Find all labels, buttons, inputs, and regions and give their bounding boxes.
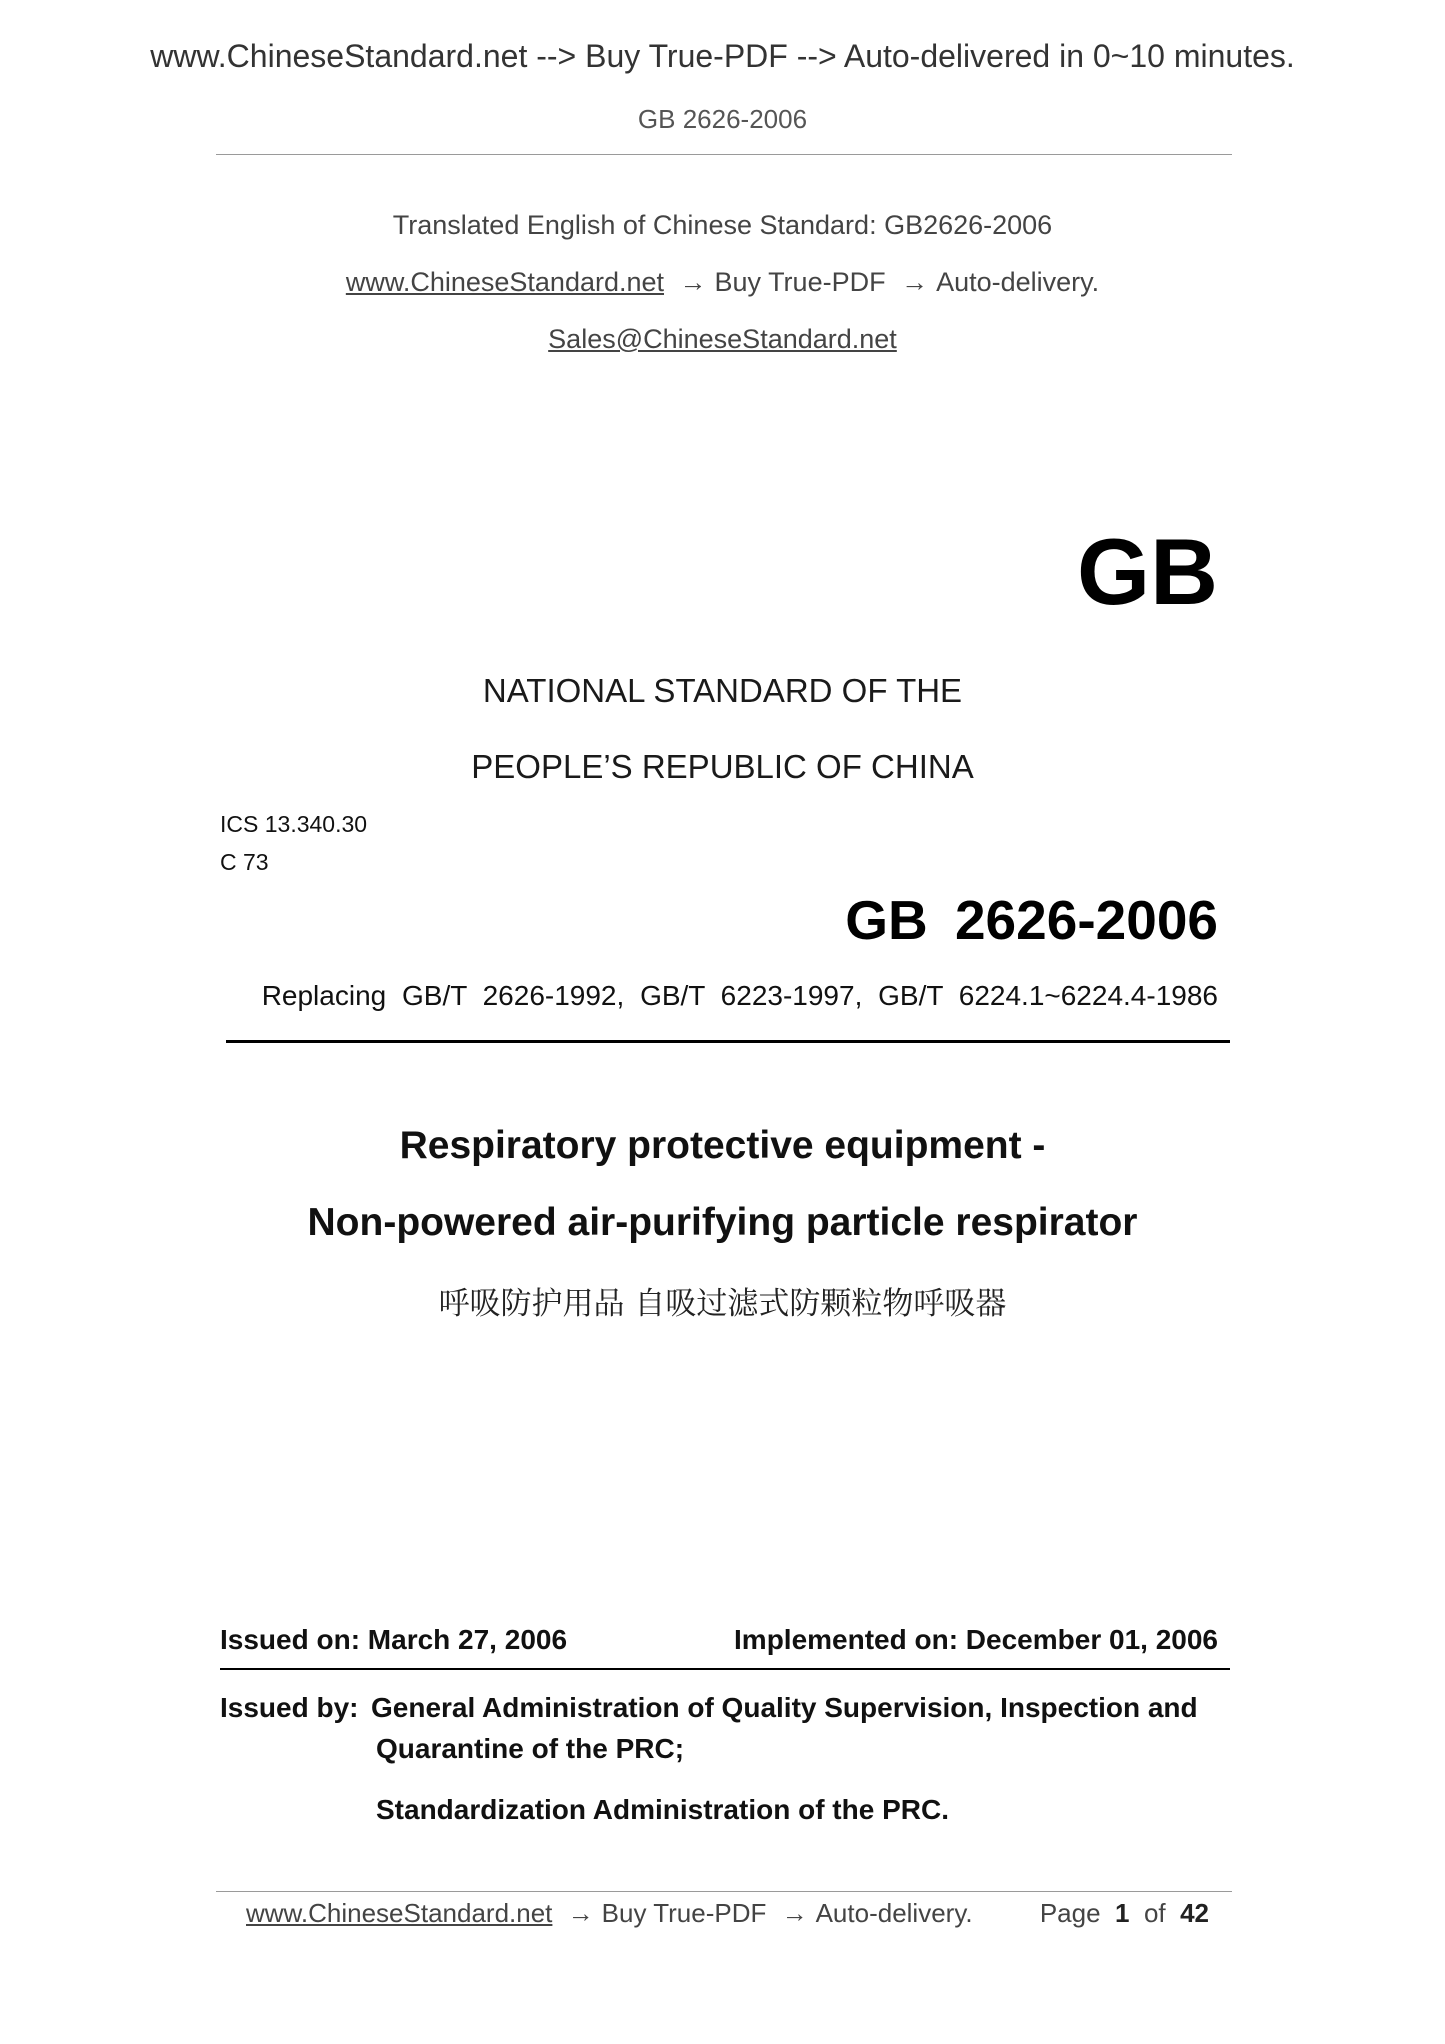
arrow-right-icon: →: [567, 1898, 594, 1928]
page-total: 42: [1180, 1898, 1209, 1928]
sales-email-link[interactable]: Sales@ChineseStandard.net: [548, 324, 897, 354]
translated-notice: Translated English of Chinese Standard: GB2626-2006: [392, 210, 1053, 240]
title-chinese: 呼吸防护用品 自吸过滤式防颗粒物呼吸器: [438, 1286, 1007, 1322]
delivery-line: [0, 267, 1445, 298]
ics-code: ICS 13.340.30: [220, 811, 368, 837]
issued-by-line-3: Standardization Administration of the PRC.: [376, 1794, 949, 1825]
implemented-on-date: Implemented on: December 01, 2006: [734, 1624, 1218, 1655]
ccs-code: C 73: [220, 849, 269, 875]
arrow-right-icon: →: [901, 267, 929, 297]
replacing-standards: Replacing GB/T 2626-1992, GB/T 6223-1997, GB/T 6224.1~6224.4-1986: [261, 980, 1218, 1011]
auto-delivery-text: Auto-delivery.: [936, 267, 1100, 297]
arrow-right-icon: →: [679, 267, 707, 297]
sales-email-line: [0, 324, 1445, 355]
national-standard-line-1: NATIONAL STANDARD OF THE: [482, 672, 963, 709]
title-divider: [226, 1040, 1230, 1043]
buy-true-pdf-text: Buy True-PDF: [714, 267, 886, 297]
issued-by-line-2: Quarantine of the PRC;: [376, 1733, 685, 1764]
issued-by-label: Issued by:: [220, 1692, 359, 1723]
chinesestandard-link[interactable]: www.ChineseStandard.net: [345, 267, 665, 297]
header-divider: [216, 154, 1232, 155]
national-standard-line-2: PEOPLE’S REPUBLIC OF CHINA: [471, 748, 974, 785]
page-of-label: of: [1143, 1898, 1166, 1928]
title-english-line-2: Non-powered air-purifying particle respirator: [307, 1201, 1138, 1244]
title-english-line-1: Respiratory protective equipment -: [399, 1124, 1046, 1167]
issue-divider: [220, 1668, 1230, 1670]
page-label: Page: [1039, 1898, 1101, 1928]
footer-auto-delivery-text: Auto-delivery.: [815, 1898, 973, 1928]
footer-divider: [216, 1891, 1232, 1892]
footer-chinesestandard-link[interactable]: www.ChineseStandard.net: [246, 1898, 553, 1928]
top-banner: www.ChineseStandard.net --> Buy True-PDF --> Auto-delivered in 0~10 minutes.: [150, 38, 1295, 74]
arrow-right-icon: →: [781, 1898, 808, 1928]
issued-by-line-1: General Administration of Quality Supervision, Inspection and: [371, 1692, 1198, 1723]
header-document-code: GB 2626-2006: [637, 104, 808, 134]
issued-on-date: Issued on: March 27, 2006: [220, 1624, 568, 1655]
page-current: 1: [1115, 1898, 1130, 1928]
footer-delivery-line: [246, 1898, 973, 1929]
gb-logo: GB: [1077, 519, 1218, 624]
page-indicator: [1040, 1898, 1209, 1929]
footer-buy-true-pdf-text: Buy True-PDF: [601, 1898, 767, 1928]
standard-number: GB 2626-2006: [845, 889, 1218, 951]
